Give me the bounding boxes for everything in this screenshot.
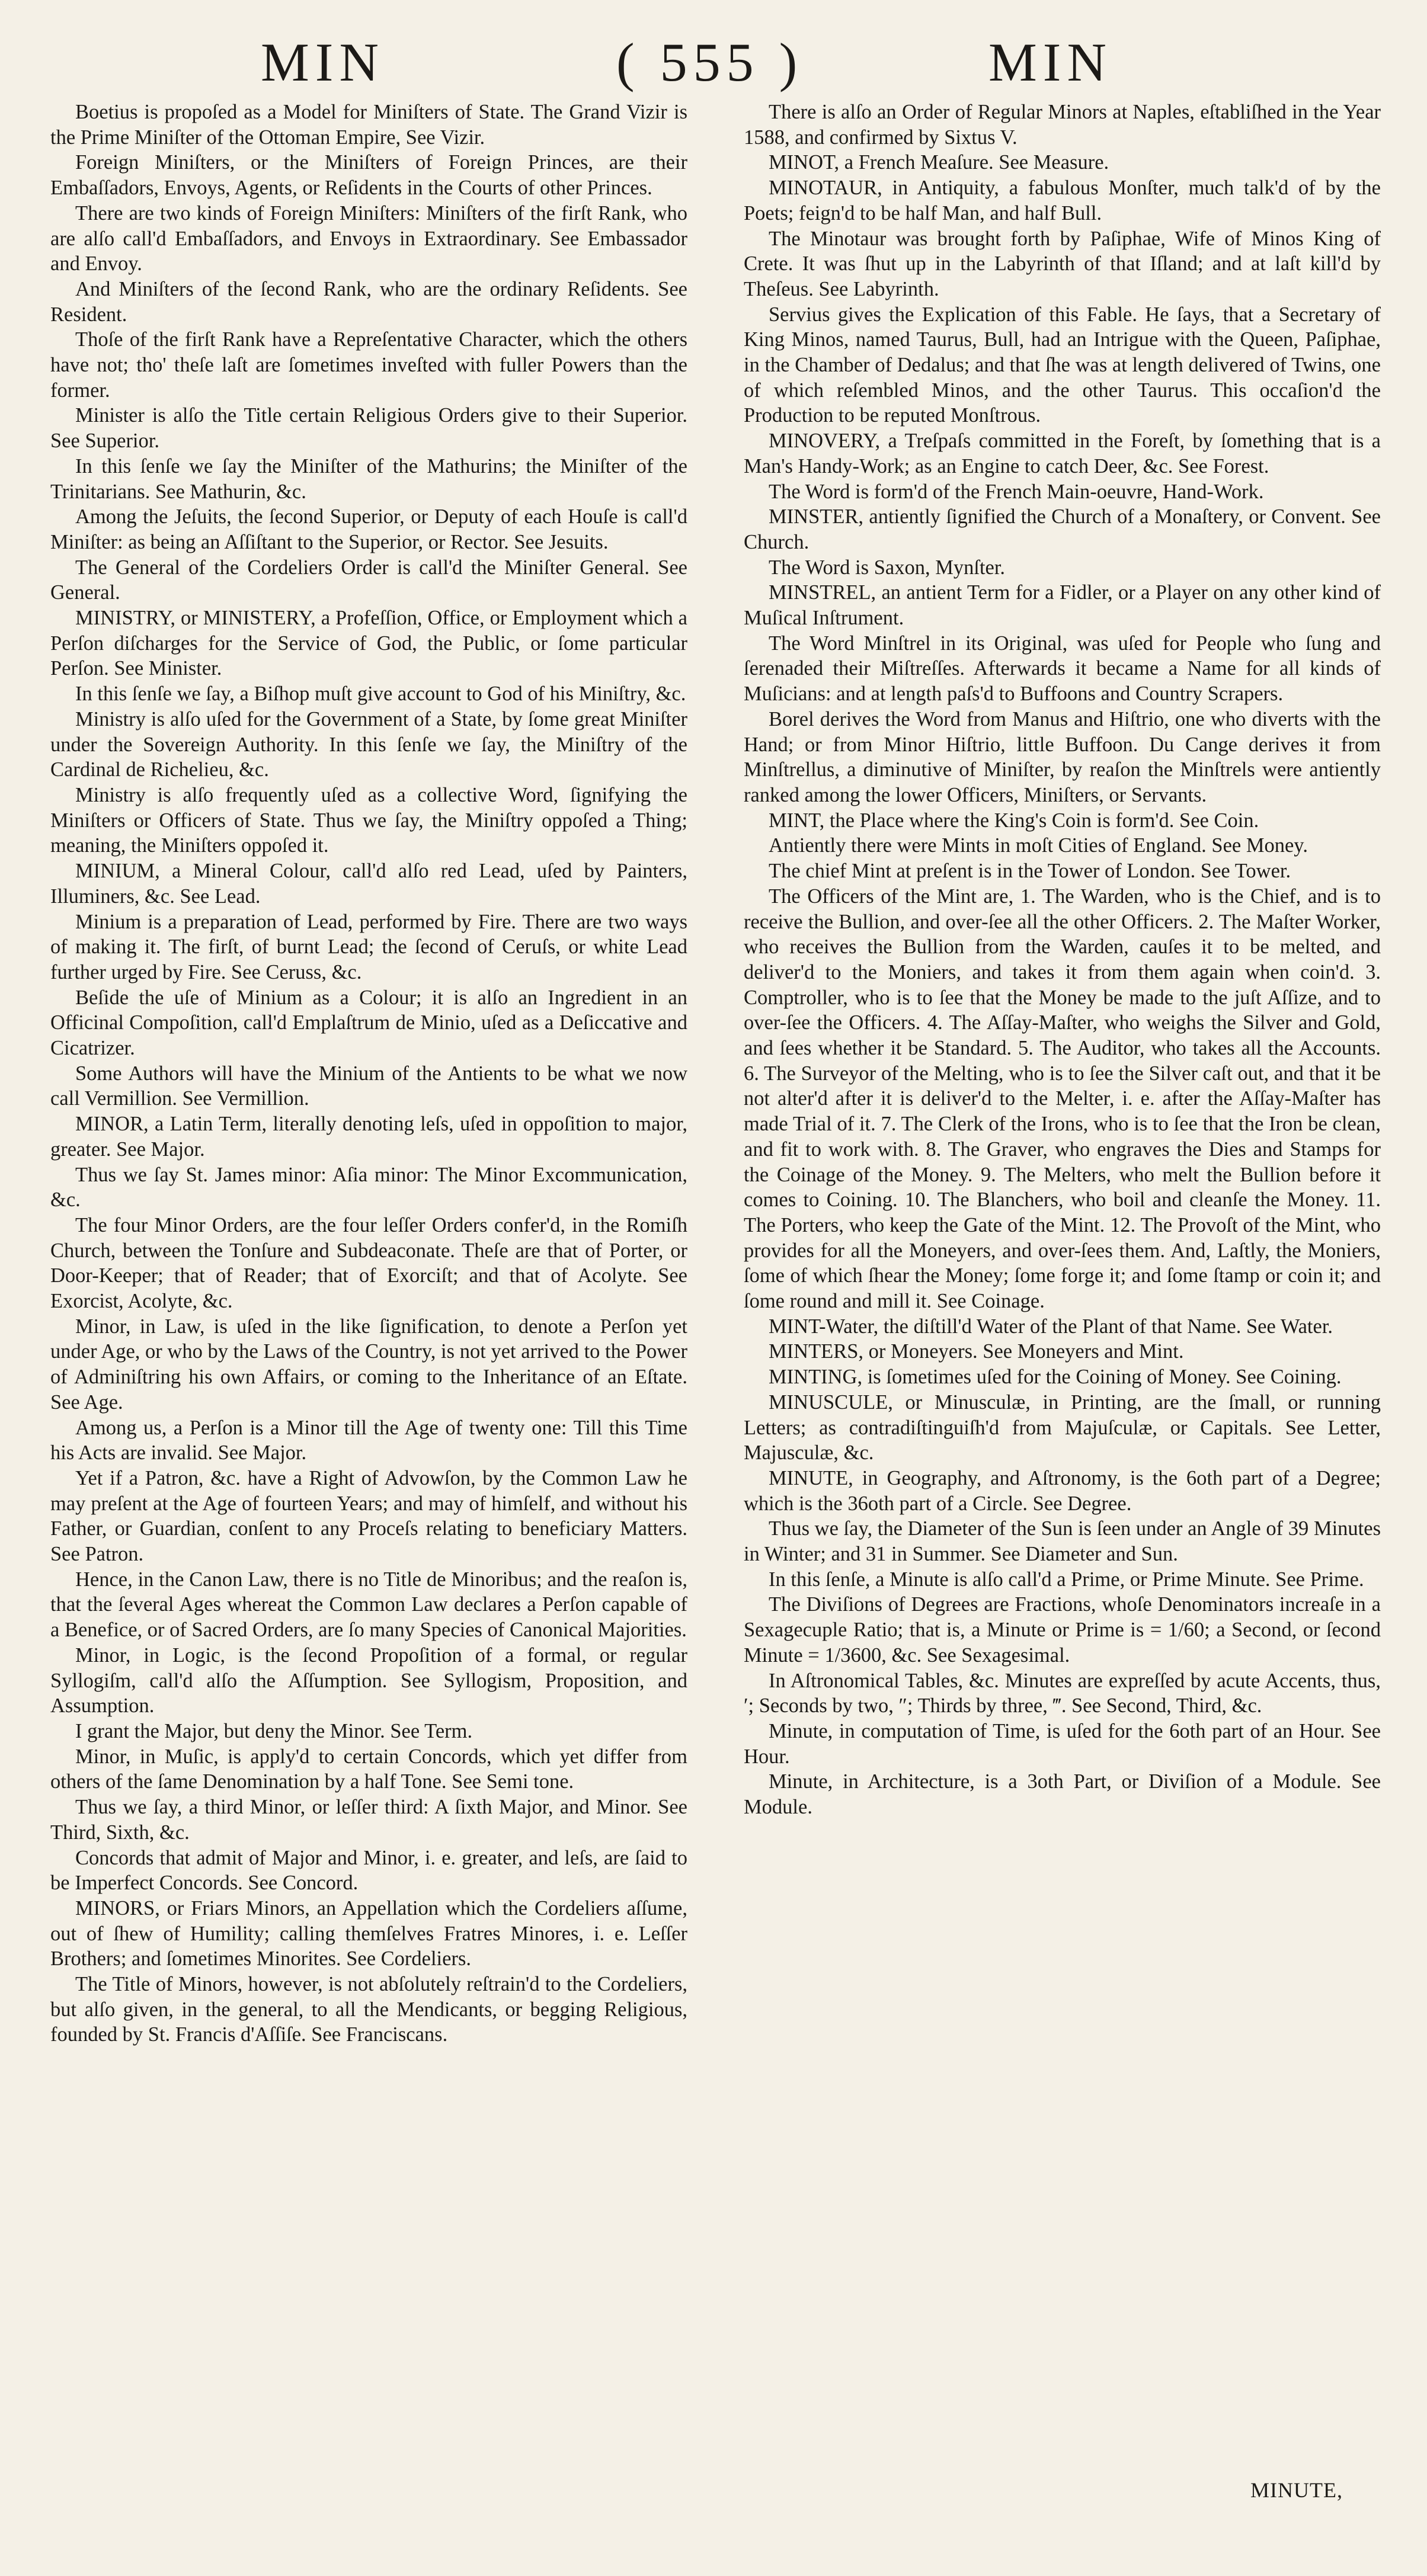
paragraph: In this ſenſe we ſay the Miniſter of the Mathurins; the Miniſter of the Trinitarians. See Mathurin, &c. <box>50 454 687 503</box>
paragraph: The Word is form'd of the French Main-oeuvre, Hand-Work. <box>769 480 1264 503</box>
paragraph: MINUTE, in Geography, and Aſtronomy, is the 6oth part of a Degree; which is the 36oth part of a Circle. See Degree. <box>744 1466 1381 1515</box>
paragraph: Thus we ſay, a third Minor, or leſſer third: A ſixth Major, and Minor. See Third, Sixth, &c. <box>50 1796 687 1844</box>
paragraph: MINOT, a French Meaſure. See Measure. <box>769 151 1109 174</box>
paragraph: MINOVERY, a Treſpaſs committed in the Foreſt, by ſomething that is a Man's Handy-Work; as an Engine to catch Deer, &c. See Forest. <box>744 430 1381 478</box>
paragraph: There are two kinds of Foreign Miniſters: Miniſters of the firſt Rank, who are alſo call'd Embaſſadors, and Envoys in Extraordinary. See Embassador and Envoy. <box>50 201 687 275</box>
catchword: MINUTE, <box>1250 2478 1343 2502</box>
paragraph: MINT-Water, the diſtill'd Water of the Plant of that Name. See Water. <box>769 1315 1333 1338</box>
paragraph: Minute, in computation of Time, is uſed for the 6oth part of an Hour. See Hour. <box>744 1720 1381 1768</box>
paragraph: In Aſtronomical Tables, &c. Minutes are expreſſed by acute Accents, thus, ′; Seconds by two, ″; Thirds by three, ‴. See Second, Third, &c. <box>744 1669 1381 1718</box>
page-number: ( 555 ) <box>616 32 804 92</box>
paragraph: Minute, in Architecture, is a 3oth Part, or Diviſion of a Module. See Module. <box>744 1770 1381 1819</box>
paragraph: Minor, in Law, is uſed in the like ſignification, to denote a Perſon yet under Age, or who by the Laws of the Country, is not yet arrived to the Power of Adminiſtring his own Affairs, or coming to the Inheritance of an Eſtate. See Age. <box>50 1315 687 1414</box>
paragraph: Concords that admit of Major and Minor, i. e. greater, and leſs, are ſaid to be Imperfect Concords. See Concord. <box>50 1846 687 1895</box>
paragraph: MINISTRY, or MINISTERY, a Profeſſion, Office, or Employment which a Perſon diſcharges for the Service of God, the Public, or ſome particular Perſon. See Minister. <box>50 607 687 680</box>
paragraph: MINTING, is ſometimes uſed for the Coining of Money. See Coining. <box>769 1366 1342 1389</box>
paragraph: MINSTREL, an antient Term for a Fidler, or a Player on any other kind of Muſical Inſtrument. <box>744 581 1381 630</box>
paragraph: Some Authors will have the Minium of the Antients to be what we now call Vermillion. See Vermillion. <box>50 1062 687 1110</box>
paragraph: Boetius is propoſed as a Model for Miniſters of State. The Grand Vizir is the Prime Miniſter of the Ottoman Empire, See Vizir. <box>50 101 687 149</box>
paragraph: Thus we ſay, the Diameter of the Sun is ſeen under an Angle of 39 Minutes in Winter; and 31 in Summer. See Diameter and Sun. <box>744 1517 1381 1566</box>
paragraph: There is alſo an Order of Regular Minors at Naples, eſtabliſhed in the Year 1588, and confirmed by Sixtus V. <box>744 101 1381 149</box>
paragraph: Minor, in Logic, is the ſecond Propoſition of a formal, or regular Syllogiſm, call'd alſo the Aſſumption. See Syllogism, Proposition, and Assumption. <box>50 1643 687 1718</box>
paragraph: Borel derives the Word from Manus and Hiſtrio, one who diverts with the Hand; or from Minor Hiſtrio, little Buffoon. Du Cange derives it from Minſtrellus, a diminutive of Miniſter, by reaſon the Minſtrels were antiently ranked among the lower Officers, Miniſters, or Servants. <box>744 707 1381 806</box>
paragraph: The Minotaur was brought forth by Paſiphae, Wife of Minos King of Crete. It was ſhut up in the Labyrinth of that Iſland; and at laſt kill'd by Theſeus. See Labyrinth. <box>744 227 1381 300</box>
paragraph: Ministry is alſo uſed for the Government of a State, by ſome great Miniſter under the Sovereign Authority. In this ſenſe we ſay, the Miniſtry of the Cardinal de Richelieu, &c. <box>50 707 687 781</box>
running-head-left: MIN <box>261 32 385 92</box>
paragraph: And Miniſters of the ſecond Rank, who are the ordinary Reſidents. See Resident. <box>50 277 687 326</box>
paragraph: MINOR, a Latin Term, literally denoting leſs, uſed in oppoſition to major, greater. See Major. <box>50 1113 687 1161</box>
paragraph: MINOTAUR, in Antiquity, a fabulous Monſter, much talk'd of by the Poets; feign'd to be half Man, and half Bull. <box>744 177 1381 225</box>
paragraph: MINORS, or Friars Minors, an Appellation which the Cordeliers aſſume, out of ſhew of Humility; calling themſelves Fratres Minores, i. e. Leſſer Brothers; and ſometimes Minorites. See Cordeliers. <box>50 1896 687 1971</box>
running-head-right: MIN <box>988 32 1112 92</box>
paragraph: MINSTER, antiently ſignified the Church of a Monaſtery, or Convent. See Church. <box>744 505 1381 553</box>
paragraph: Minium is a preparation of Lead, performed by Fire. There are two ways of making it. The firſt, of burnt Lead; the ſecond of Ceruſs, or white Lead further urged by Fire. See Ceruss, &c. <box>50 910 687 983</box>
paragraph: MINTERS, or Moneyers. See Moneyers and Mint. <box>769 1340 1184 1363</box>
paragraph: The Word Minſtrel in its Original, was uſed for People who ſung and ſerenaded their Miſtreſſes. Afterwards it became a Name for all kinds of Muſicians: and at length paſs'd to Buffoons and Country Scrapers. <box>744 632 1381 706</box>
paragraph: The Officers of the Mint are, 1. The Warden, who is the Chief, and is to receive the Bullion, and over-ſee all the other Officers. 2. The Maſter Worker, who receives the Bullion from the Warden, cauſes it to be melted, and deliver'd to the Moniers, and takes it from them again when coin'd. 3. Comptroller, who is to ſee that the Money be made to the juſt Aſſize, and to over-ſee the Officers. 4. The Aſſay-Maſter, who weighs the Silver and Gold, and ſees whether it be Standard. 5. The Auditor, who takes all the Accounts. 6. The Surveyor of the Melting, who is to ſee the Silver caſt out, and that it be not alter'd after it is deliver'd to the Melter, i. e. after the Aſſay-Maſter has made Trial of it. 7. The Clerk of the Irons, who is to ſee that the Iron be clean, and fit to work with. 8. The Graver, who engraves the Dies and Stamps for the Coinage of the Money. 9. The Melters, who melt the Bullion before it comes to Coining. 10. The Blanchers, who boil and cleanſe the Money. 11. The Porters, who keep the Gate of the Mint. 12. The Provoſt of the Mint, who provides for all the Moneyers, and over-ſees them. And, Laſtly, the Moniers, ſome of which ſhear the Money; ſome forge it; and ſome ſtamp or coin it; and ſome round and mill it. See Coinage. <box>744 885 1381 1313</box>
running-head <box>0 31 1427 96</box>
paragraph: The General of the Cordeliers Order is call'd the Miniſter General. See General. <box>50 556 687 604</box>
paragraph: MINT, the Place where the King's Coin is form'd. See Coin. <box>769 809 1259 832</box>
paragraph: The chief Mint at preſent is in the Tower of London. See Tower. <box>769 860 1291 883</box>
paragraph: Among us, a Perſon is a Minor till the Age of twenty one: Till this Time his Acts are invalid. See Major. <box>50 1416 687 1465</box>
paragraph: The Word is Saxon, Mynſter. <box>769 556 1006 579</box>
paragraph: MINIUM, a Mineral Colour, call'd alſo red Lead, uſed by Painters, Illuminers, &c. See Lead. <box>50 860 687 908</box>
paragraph: Yet if a Patron, &c. have a Right of Advowſon, by the Common Law he may preſent at the Age of fourteen Years; and may of himſelf, and without his Father, or Guardian, conſent to any Proceſs relating to beneficiary Matters. See Patron. <box>50 1466 687 1566</box>
paragraph: In this ſenſe, a Minute is alſo call'd a Prime, or Prime Minute. See Prime. <box>769 1568 1364 1591</box>
paragraph: Antiently there were Mints in moſt Cities of England. See Money. <box>769 834 1308 857</box>
paragraph: The four Minor Orders, are the four leſſer Orders confer'd, in the Romiſh Church, between the Tonſure and Subdeaconate. Theſe are that of Porter, or Door-Keeper; that of Reader; that of Exorciſt; and that of Acolyte. See Exorcist, Acolyte, &c. <box>50 1213 687 1313</box>
paragraph: Thus we ſay St. James minor: Aſia minor: The Minor Excommunication, &c. <box>50 1163 687 1212</box>
paragraph: The Diviſions of Degrees are Fractions, whoſe Denominators increaſe in a Sexagecuple Ratio; that is, a Minute or Prime is = 1/60; a Second, or ſecond Minute = 1/3600, &c. See Sexagesimal. <box>744 1593 1381 1667</box>
left-column <box>50 100 687 2048</box>
paragraph: Among the Jeſuits, the ſecond Superior, or Deputy of each Houſe is call'd Miniſter: as being an Aſſiſtant to the Superior, or Rector. See Jesuits. <box>50 505 687 553</box>
paragraph: Minor, in Muſic, is apply'd to certain Concords, which yet differ from others of the ſame Denomination by a half Tone. See Semi tone. <box>50 1745 687 1793</box>
paragraph: Beſide the uſe of Minium as a Colour; it is alſo an Ingredient in an Officinal Compoſition, call'd Emplaſtrum de Minio, uſed as a Deſiccative and Cicatrizer. <box>50 986 687 1060</box>
paragraph: Hence, in the Canon Law, there is no Title de Minoribus; and the reaſon is, that the ſeveral Ages whereat the Common Law declares a Perſon capable of a Benefice, or of Sacred Orders, are ſo many Species of Canonical Majorities. <box>50 1568 687 1642</box>
paragraph: Foreign Miniſters, or the Miniſters of Foreign Princes, are their Embaſſadors, Envoys, Agents, or Reſidents in the Courts of other Princes. <box>50 151 687 200</box>
paragraph: Ministry is alſo frequently uſed as a collective Word, ſignifying the Miniſters or Officers of State. Thus we ſay, the Miniſtry oppoſed a Thing; meaning, the Miniſters oppoſed it. <box>50 783 687 857</box>
right-column <box>744 100 1381 1820</box>
paragraph: Servius gives the Explication of this Fable. He ſays, that a Secretary of King Minos, named Taurus, Bull, had an Intrigue with the Queen, Paſiphae, in the Chamber of Dedalus; and that ſhe was at length delivered of Twins, one of which reſembled Minos, and the other Taurus. This occaſion'd the Production to be reputed Monſtrous. <box>744 303 1381 427</box>
paragraph: The Title of Minors, however, is not abſolutely reſtrain'd to the Cordeliers, but alſo given, in the general, to all the Mendicants, or begging Religious, founded by St. Francis d'Aſſiſe. See Franciscans. <box>50 1973 687 2046</box>
paragraph: In this ſenſe we ſay, a Biſhop muſt give account to God of his Miniſtry, &c. <box>75 683 686 706</box>
paragraph: MINUSCULE, or Minusculæ, in Printing, are the ſmall, or running Letters; as contradiſtinguiſh'd from Majuſculæ, or Capitals. See Letter, Majusculæ, &c. <box>744 1390 1381 1465</box>
paragraph: Thoſe of the firſt Rank have a Repreſentative Character, which the others have not; tho' theſe laſt are ſometimes inveſted with fuller Powers than the former. <box>50 328 687 402</box>
paragraph: Minister is alſo the Title certain Religious Orders give to their Superior. See Superior. <box>50 404 687 453</box>
paragraph: I grant the Major, but deny the Minor. See Term. <box>75 1720 473 1742</box>
